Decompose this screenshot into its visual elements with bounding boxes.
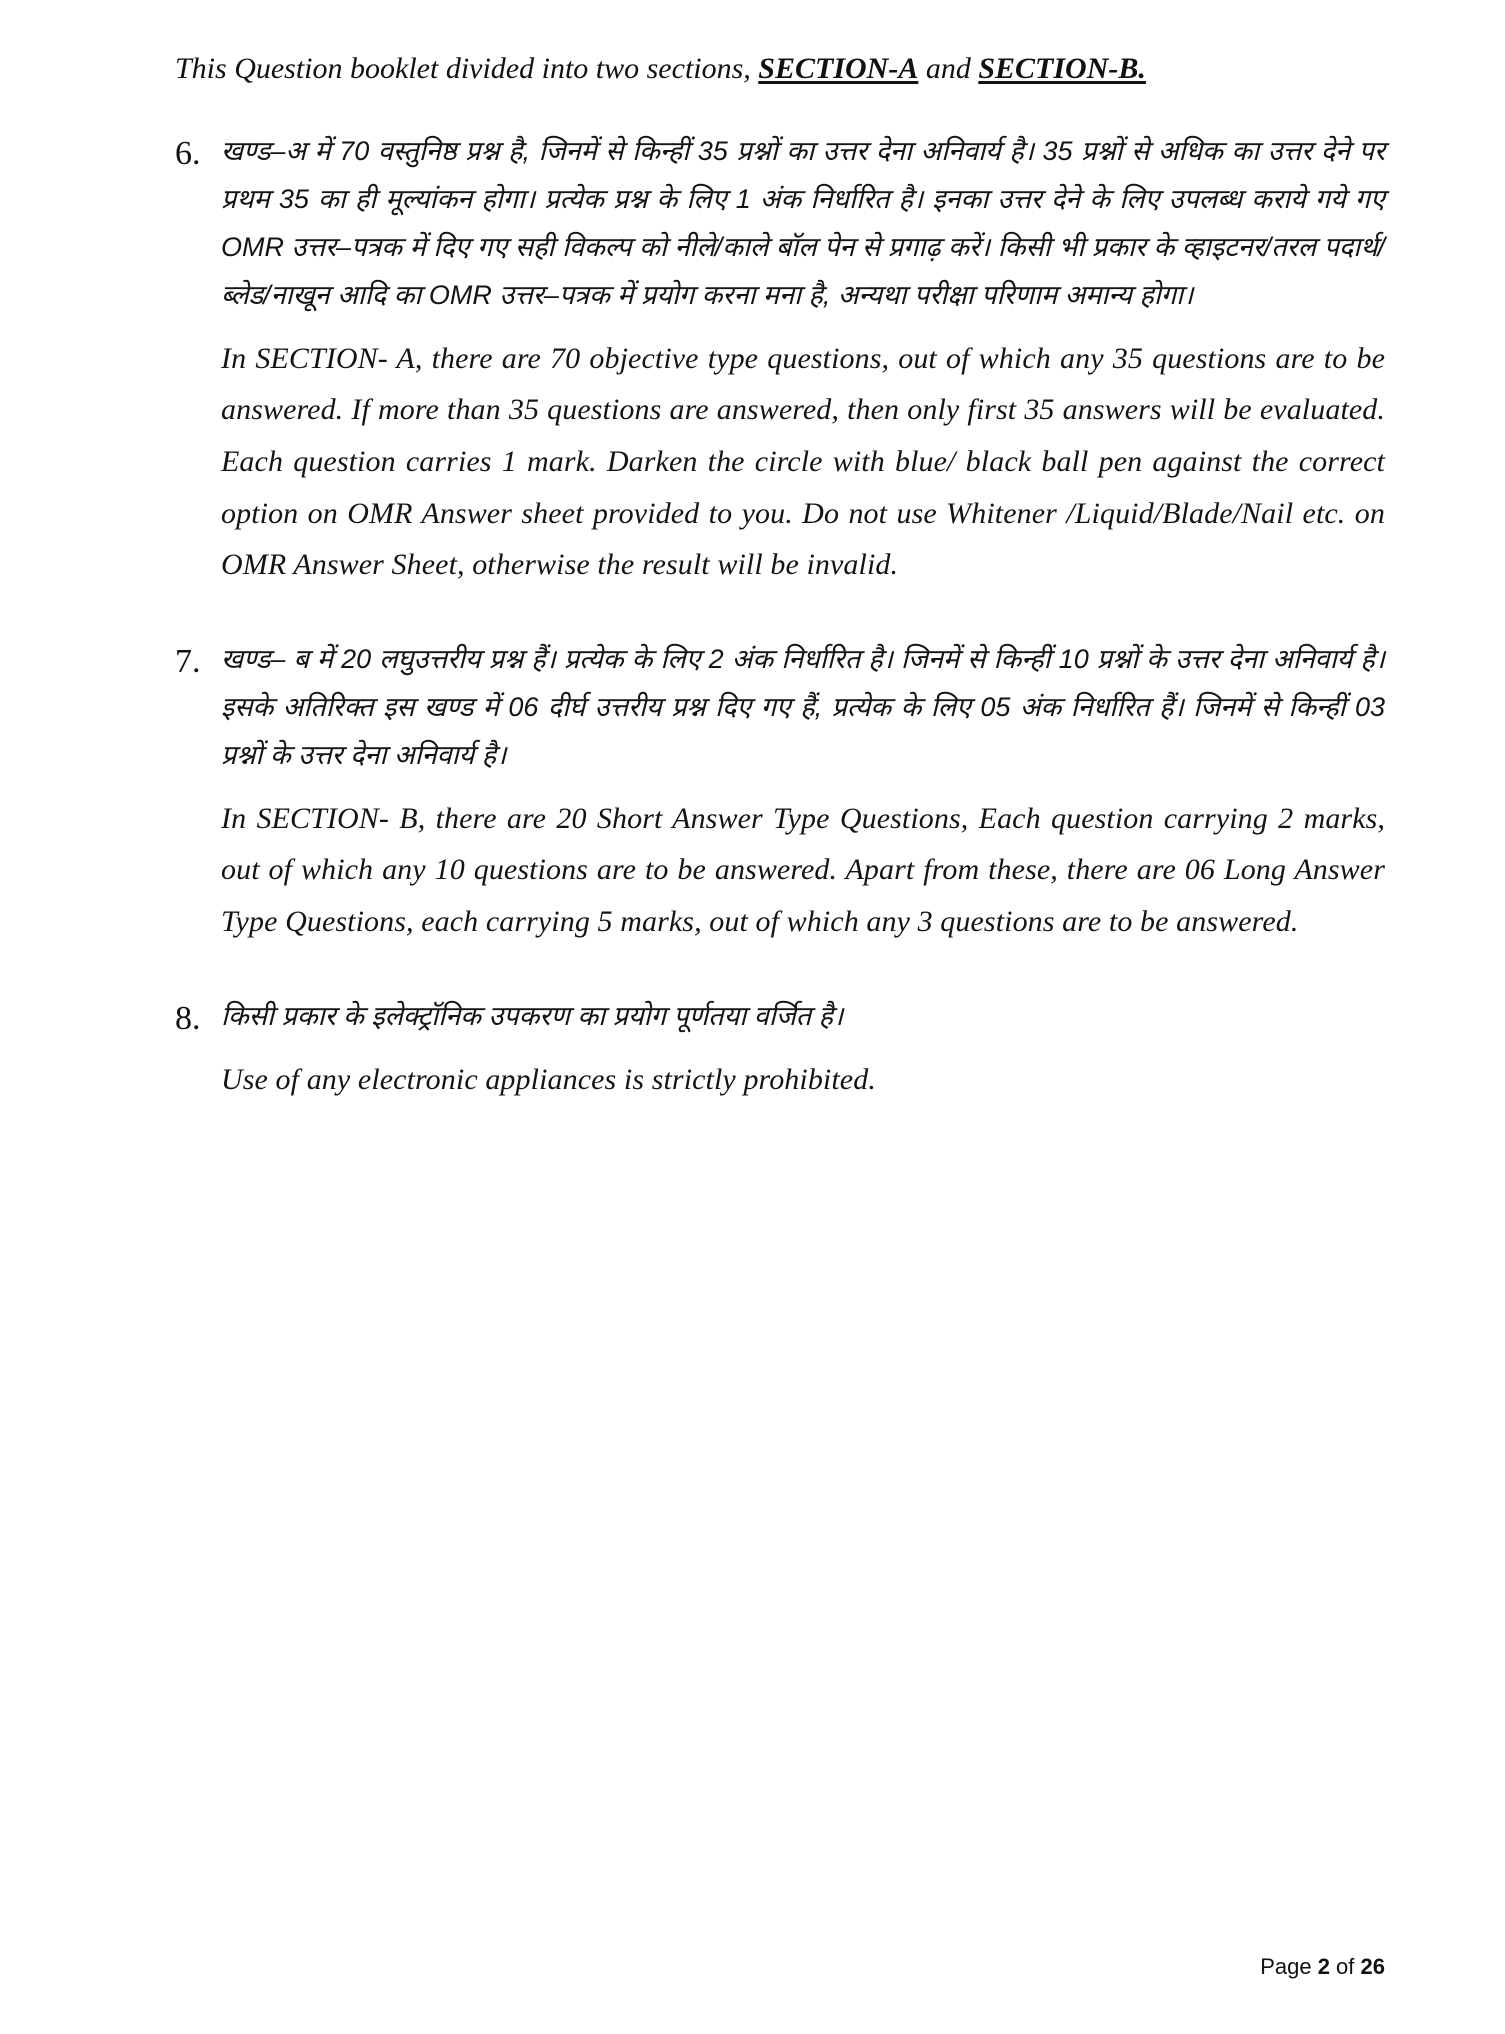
- page-footer: [1260, 1954, 1385, 1980]
- item-7-hindi-text: खण्ड– ब में 20 लघुउत्तरीय प्रश्न हैं। प्रत्येक के लिए 2 अंक निर्धारित है। जिनमें से किन्हीं 10 प्रश्नों के उत्तर देना अनिवार्य है। इसके अतिरिक्त इस खण्ड में 06 दीर्घ उत्तरीय प्रश्न दिए गए हैं, प्रत्येक के लिए 05 अंक निर्धारित हैं। जिनमें से किन्हीं 03 प्रश्नों के उत्तर देना अनिवार्य है।: [221, 643, 1385, 770]
- footer-of-label: of: [1329, 1954, 1361, 1979]
- section-a-label: SECTION-A: [758, 52, 919, 85]
- item-7-english-text: In SECTION- B, there are 20 Short Answer Type Questions, Each question carrying 2 marks, out of which any 10 questions are to be answered. Apart from these, there are 06 Long Answer Type Questions, each carrying 5 marks, out of which any 3 questions are to be answered.: [221, 801, 1385, 939]
- item-number-8: 8.: [175, 999, 201, 1037]
- footer-page-label: Page: [1260, 1954, 1318, 1979]
- section-b-label: SECTION-B.: [978, 52, 1146, 85]
- item-8-hindi-text: किसी प्रकार के इलेक्ट्रॉनिक उपकरण का प्रयोग पूर्णतया वर्जित है।: [221, 1000, 844, 1031]
- instruction-item-7: [175, 635, 1385, 948]
- footer-total-pages: 26: [1360, 1954, 1385, 1979]
- item-6-hindi-text: खण्ड–अ में 70 वस्तुनिष्ठ प्रश्न है, जिनमें से किन्हीं 35 प्रश्नों का उत्तर देना अनिवार्य है। 35 प्रश्नों से अधिक का उत्तर देने पर प्रथम 35 का ही मूल्यांकन होगा। प्रत्येक प्रश्न के लिए 1 अंक निर्धारित है। इनका उत्तर देने के लिए उपलब्ध कराये गये गए OMR उत्तर–पत्रक में दिए गए सही विकल्प को नीले/काले बॉल पेन से प्रगाढ़ करें। किसी भी प्रकार के व्हाइटनर/तरल पदार्थ/ब्लेड/नाखून आदि का OMR उत्तर–पत्रक में प्रयोग करना मना है, अन्यथा परीक्षा परिणाम अमान्य होगा।: [221, 135, 1385, 310]
- item-number-6: 6.: [175, 134, 201, 172]
- item-8-english-text: Use of any electronic appliances is strictly prohibited.: [221, 1062, 876, 1096]
- instruction-item-8: [175, 992, 1385, 1106]
- item-number-7: 7.: [175, 642, 201, 680]
- item-body-8: [221, 992, 1385, 1106]
- intro-heading: [175, 48, 1175, 91]
- item-body-7: [221, 635, 1385, 948]
- item-6-english-text: In SECTION- A, there are 70 objective type questions, out of which any 35 questions are to be answered. If more than 35 questions are answered, then only first 35 answers will be evaluated. Each question carries 1 mark. Darken the circle with blue/ black ball pen against the correct option on OMR Answer sheet provided to you. Do not use Whitener /Liquid/Blade/Nail etc. on OMR Answer Sheet, otherwise the result will be invalid.: [221, 341, 1385, 582]
- instruction-item-6: [175, 127, 1385, 591]
- item-body-6: [221, 127, 1385, 591]
- footer-page-number: 2: [1317, 1954, 1330, 1979]
- intro-conjunction: and: [918, 52, 979, 85]
- intro-lead-text: This Question booklet divided into two sections,: [175, 52, 759, 85]
